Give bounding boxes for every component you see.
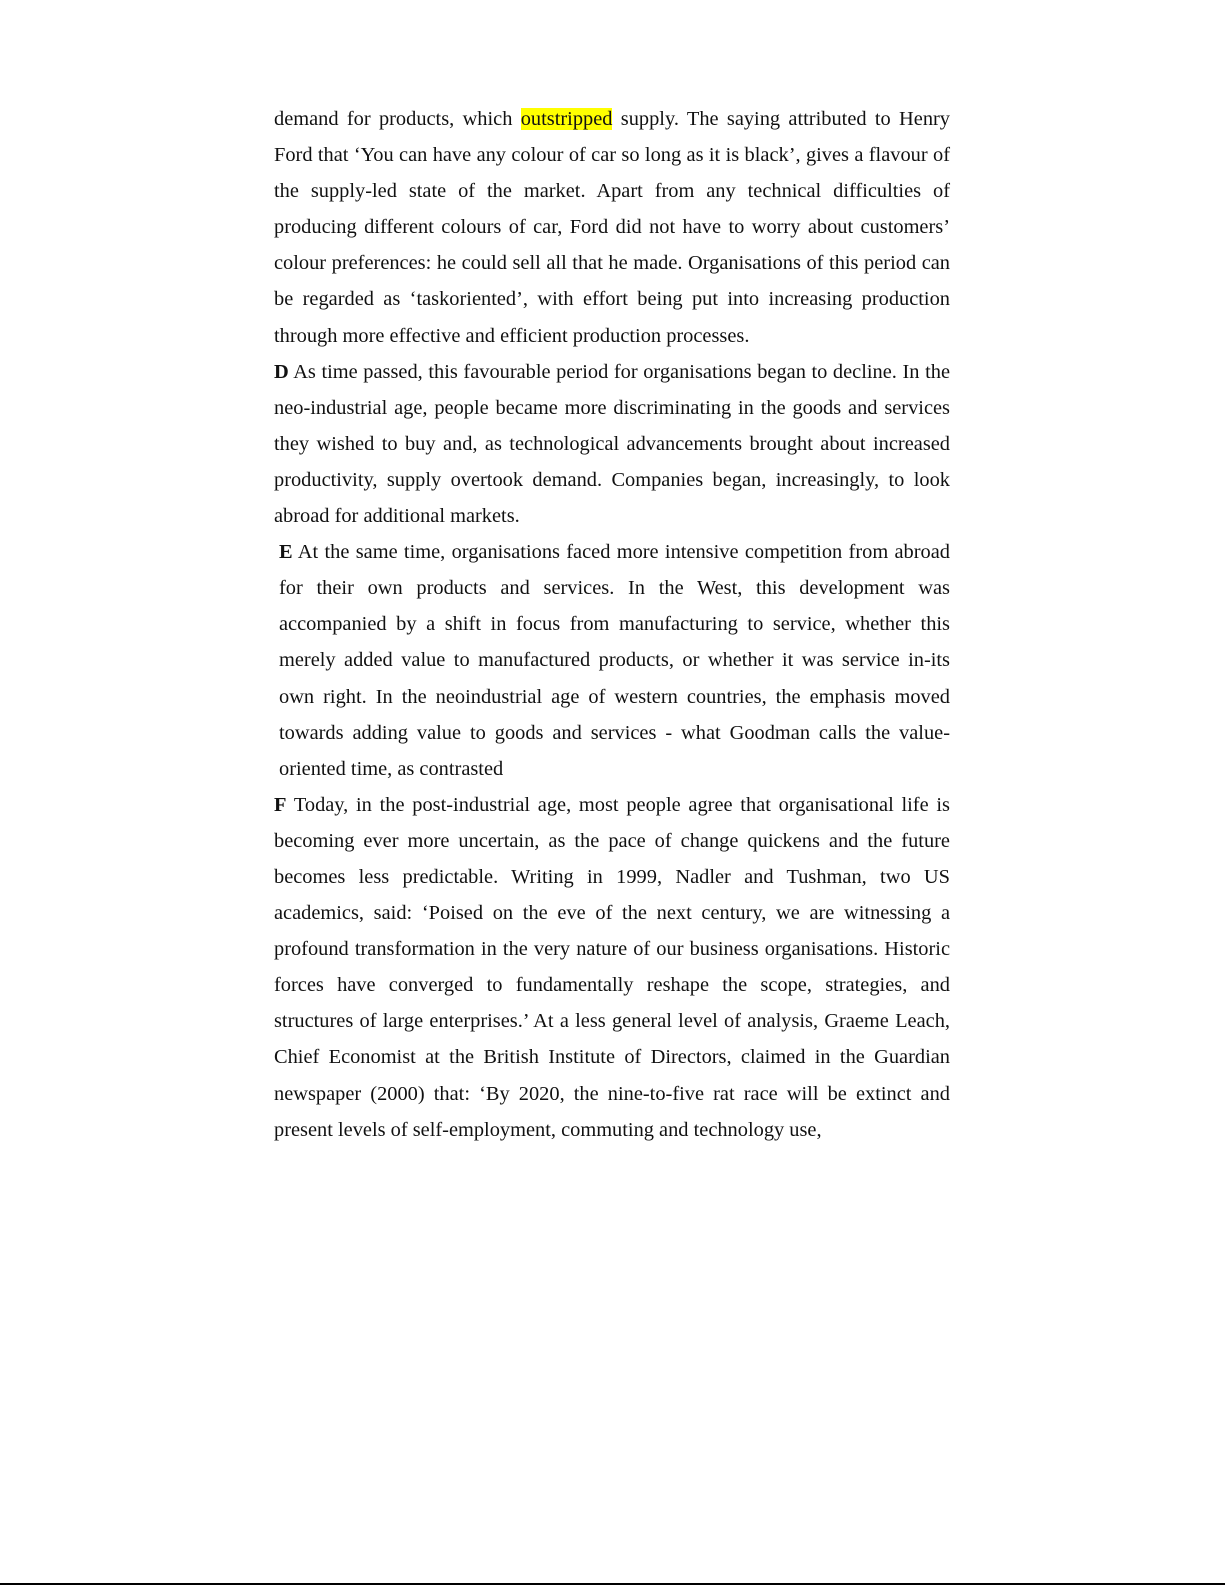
paragraph-text-e: At the same time, organisations faced more intensive competition from abroad for their own products and services. In the West, this development was accompanied by a shift in focus from manufacturing to service, whether this merely added value to manufactured products, or whether it was service in-its own right. In the neoindustrial age of western countries, the emphasis moved towards adding value to goods and services - what Goodman calls the value-oriented time, as contrasted	[279, 541, 950, 780]
paragraph-e	[274, 534, 950, 787]
intro-text-start: demand for products, which	[274, 108, 521, 130]
intro-paragraph	[274, 101, 950, 354]
paragraph-f	[274, 787, 950, 1148]
paragraph-marker-f: F	[274, 793, 287, 816]
paragraph-text-d: As time passed, this favourable period for organisations began to decline. In the neo-industrial age, people became more discriminating in the goods and services they wished to buy and, as technological advancements brought about increased productivity, supply overtook demand. Companies began, increasingly, to look abroad for additional markets.	[274, 360, 950, 528]
paragraph-marker-e: E	[279, 541, 293, 564]
paragraph-marker-d: D	[274, 360, 289, 383]
document-body	[274, 101, 950, 1148]
highlighted-word: outstripped	[520, 108, 613, 130]
paragraph-text-f: Today, in the post-industrial age, most people agree that organisational life is becoming ever more uncertain, as the pace of change quickens and the future becomes less predictable. Writing in 1999, Nadler and Tushman, two US academics, said: ‘Poised on the eve of the next century, we are witnessing a profound transformation in the very nature of our business organisations. Historic forces have converged to fundamentally reshape the scope, strategies, and structures of large enterprises.’ At a less general level of analysis, Graeme Leach, Chief Economist at the British Institute of Directors, claimed in the Guardian newspaper (2000) that: ‘By 2020, the nine-to-five rat race will be extinct and present levels of self-employment, commuting and technology use,	[274, 793, 950, 1141]
paragraph-d	[274, 354, 950, 534]
intro-text-end: supply. The saying attributed to Henry Ford that ‘You can have any colour of car so long as it is black’, gives a flavour of the supply-led state of the market. Apart from any technical difficulties of producing different colours of car, Ford did not have to worry about customers’ colour preferences: he could sell all that he made. Organisations of this period can be regarded as ‘taskoriented’, with effort being put into increasing production through more effective and efficient production processes.	[274, 108, 950, 347]
